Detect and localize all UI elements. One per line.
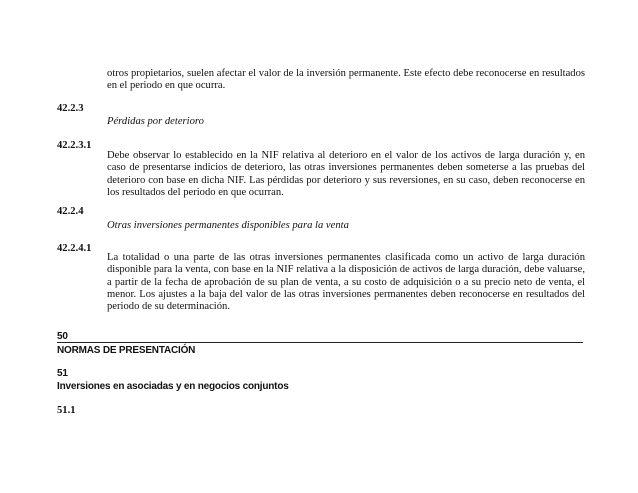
section-divider [57,342,583,343]
section-number-42-2-3: 42.2.3 [57,103,84,114]
section-number-51-1: 51.1 [57,405,76,416]
section-title-50: NORMAS DE PRESENTACIÓN [57,345,196,356]
section-number-51: 51 [57,368,68,379]
section-title-42-2-3: Pérdidas por deterioro [107,116,204,127]
section-number-42-2-4: 42.2.4 [57,206,84,217]
section-number-42-2-3-1: 42.2.3.1 [57,140,92,151]
continuation-paragraph: otros propietarios, suelen afectar el valor de la inversión permanente. Este efecto debe reconocerse en resultados en el periodo en que ocurra. [107,68,585,92]
section-title-42-2-4: Otras inversiones permanentes disponibles para la venta [107,220,349,231]
paragraph-42-2-4-1: La totalidad o una parte de las otras inversiones permanentes clasificada como un activo de larga duración disponible para la venta, con base en la NIF relativa a la disposición de activos de larga duración, debe valuarse, a partir de la fecha de aprobación de su plan de venta, a su costo de adquisición o a su precio neto de venta, el menor. Los ajustes a la baja del valor de las otras inversiones permanentes deben reconocerse en resultados del periodo de su determinación. [107,252,585,313]
section-number-50: 50 [57,331,68,342]
section-number-42-2-4-1: 42.2.4.1 [57,243,92,254]
paragraph-42-2-3-1: Debe observar lo establecido en la NIF relativa al deterioro en el valor de los activos de larga duración y, en caso de presentarse indicios de deterioro, las otras inversiones permanentes deben someterse a las pruebas del deterioro con base en dicha NIF. Las pérdidas por deterioro y sus reversiones, en su caso, deben reconocerse en los resultados del periodo en que ocurran. [107,150,585,198]
section-title-51: Inversiones en asociadas y en negocios conjuntos [57,381,289,392]
